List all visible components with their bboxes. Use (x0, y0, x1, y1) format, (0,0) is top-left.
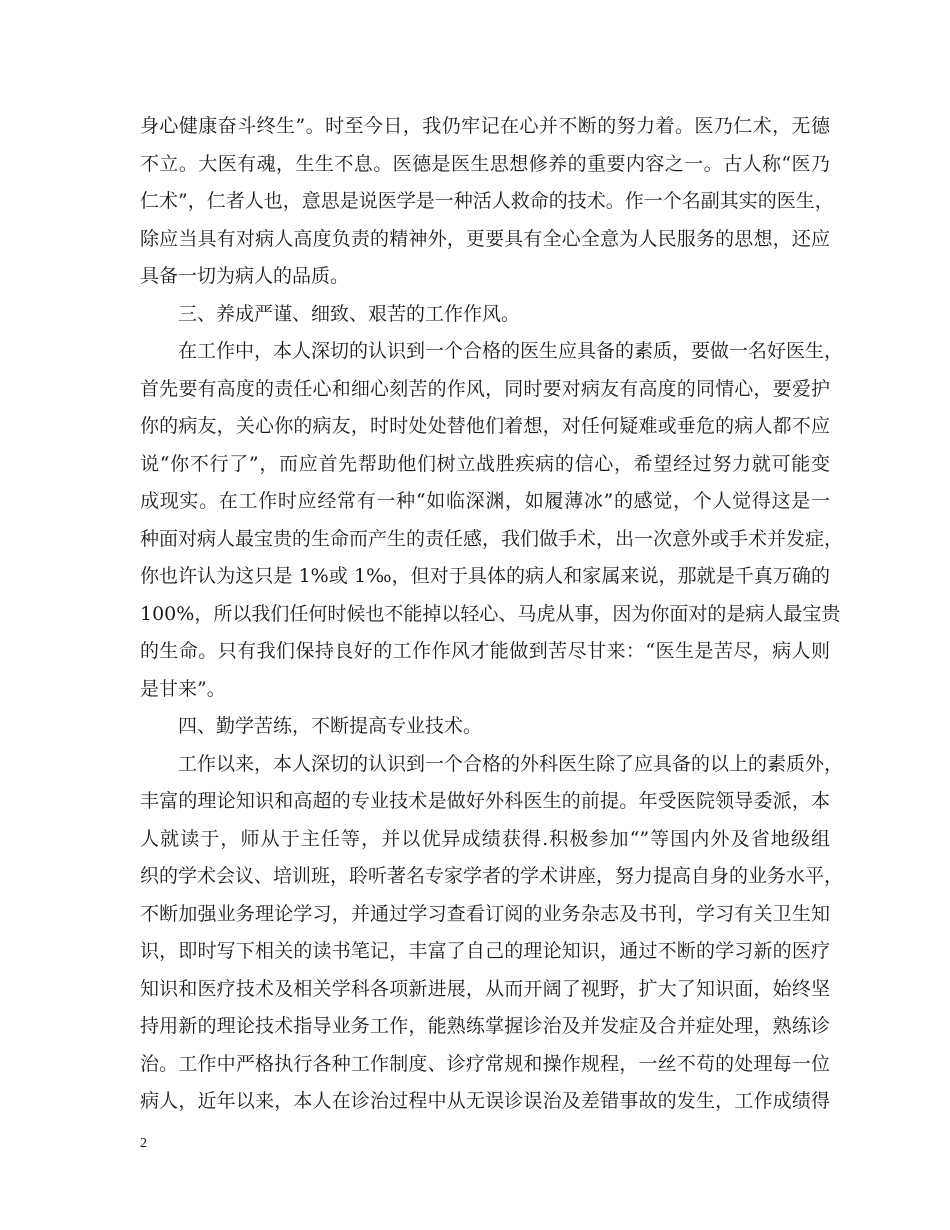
text-line: 持用新的理论技术指导业务工作，能熟练掌握诊治及并发症及合并症处理，熟练诊 (140, 1015, 830, 1037)
text-line: 不断加强业务理论学习，并通过学习查看订阅的业务杂志及书刊，学习有关卫生知 (140, 902, 830, 925)
text-line: 治。工作中严格执行各种工作制度、诊疗常规和操作规程，一丝不苟的处理每一位 (140, 1052, 830, 1075)
text-line: 首先要有高度的责任心和细心刻苦的作风，同时要对病友有高度的同情心，要爱护 (140, 377, 830, 400)
text-line: 的生命。只有我们保持良好的工作作风才能做到苦尽甘来：“医生是苦尽，病人则 (140, 640, 830, 662)
text-line: 成现实。在工作时应经常有一种“如临深渊，如履薄冰”的感觉，个人觉得这是一 (140, 490, 830, 512)
text-line: 在工作中，本人深切的认识到一个合格的医生应具备的素质，要做一名好医生， (178, 340, 844, 362)
document-body (140, 108, 844, 1121)
text-line: 你也许认为这只是 1%或 1‰，但对于具体的病人和家属来说，那就是千真万确的 (140, 565, 830, 587)
text-line: 仁术”，仁者人也，意思是说医学是一种活人救命的技术。作一个名副其实的医生， (140, 190, 834, 212)
text-line: 除应当具有对病人高度负责的精神外，更要具有全心全意为人民服务的思想，还应 (140, 227, 830, 250)
text-line: 身心健康奋斗终生”。时至今日，我仍牢记在心并不断的努力着。医乃仁术，无德 (140, 115, 830, 137)
text-line: 具备一切为病人的品质。 (140, 265, 350, 287)
text-line: 种面对病人最宝贵的生命而产生的责任感，我们做手术，出一次意外或手术并发症， (140, 527, 844, 550)
text-line: 你的病友，关心你的病友，时时处处替他们着想，对任何疑难或垂危的病人都不应 (140, 415, 830, 437)
text-line: 识，即时写下相关的读书笔记，丰富了自己的理论知识，通过不断的学习新的医疗 (140, 940, 830, 962)
text-line: 三、养成严谨、细致、艰苦的工作作风。 (178, 302, 521, 325)
text-line: 四、勤学苦练，不断提高专业技术。 (178, 715, 483, 737)
text-line: 知识和医疗技术及相关学科各项新进展，从而开阔了视野，扩大了知识面，始终坚 (140, 977, 830, 1000)
text-line: 织的学术会议、培训班，聆听著名专家学者的学术讲座，努力提高自身的业务水平， (140, 865, 844, 887)
text-line: 丰富的理论知识和高超的专业技术是做好外科医生的前提。年受医院领导委派，本 (140, 790, 830, 812)
text-line: 说“你不行了”，而应首先帮助他们树立战胜疾病的信心，希望经过努力就可能变 (140, 452, 830, 475)
text-line: 不立。大医有魂，生生不息。医德是医生思想修养的重要内容之一。古人称“医乃 (140, 152, 830, 175)
text-line: 是甘来”。 (140, 677, 226, 700)
text-line: 人就读于，师从于主任等，并以优异成绩获得.积极参加“”等国内外及省地级组 (140, 827, 830, 850)
text-line: 病人，近年以来，本人在诊治过程中从无误诊误治及差错事故的发生，工作成绩得 (140, 1090, 830, 1112)
text-line: 工作以来，本人深切的认识到一个合格的外科医生除了应具备的以上的素质外， (178, 752, 844, 775)
page-number: 2 (140, 1136, 147, 1151)
text-line: 100%，所以我们任何时候也不能掉以轻心、马虎从事，因为你面对的是病人最宝贵 (140, 602, 841, 625)
